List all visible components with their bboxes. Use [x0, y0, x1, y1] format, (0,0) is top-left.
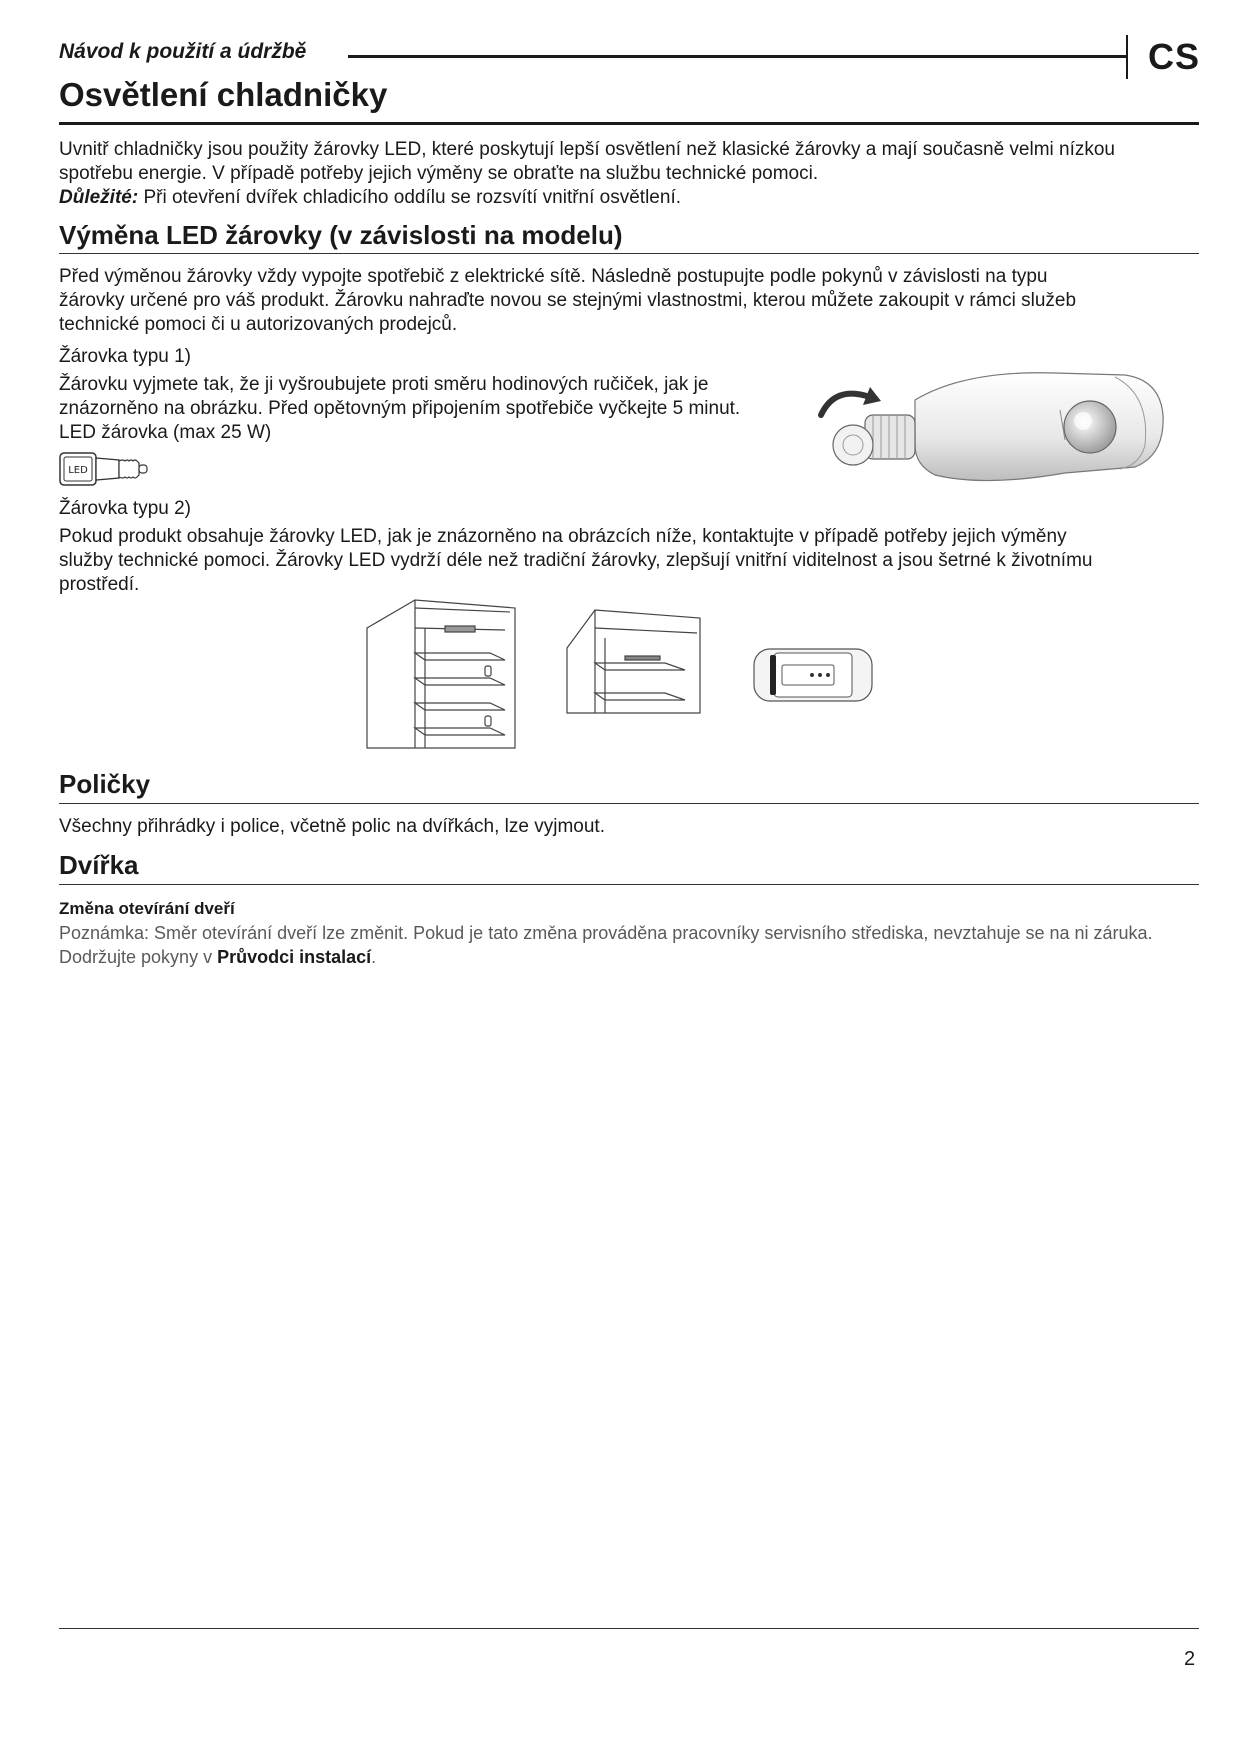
header-rule: [348, 55, 1128, 58]
footer-rule: [59, 1628, 1199, 1629]
lamp-housing-illustration: [815, 365, 1165, 490]
led-section-rule: [59, 253, 1199, 254]
type1-line-1: Žárovku vyjmete tak, že ji vyšroubujete proti směru hodinových ručiček, jak je: [59, 374, 709, 395]
page-title: Osvětlení chladničky: [59, 76, 388, 113]
door-subheading: Změna otevírání dveří: [59, 899, 235, 918]
type1-label: Žárovka typu 1): [59, 346, 191, 367]
door-note-line-1: Poznámka: Směr otevírání dveří lze změnit. Pokud je tato změna prováděna pracovníky servisního střediska, nevztahuje se na ni záruka.: [59, 923, 1153, 943]
door-note-prefix: Dodržujte pokyny v: [59, 947, 218, 967]
type2-line-3: prostředí.: [59, 574, 140, 595]
door-rule: [59, 884, 1199, 885]
door-note-line-2: [59, 945, 1199, 969]
led-section-heading: Výměna LED žárovky (v závislosti na modelu): [59, 220, 623, 250]
important-label: Důležité:: [59, 187, 139, 208]
intro-line-2: spotřebu energie. V případě potřeby jejich výměny se obraťte na službu technické pomoci.: [59, 163, 819, 184]
led-para-line-1: Před výměnou žárovky vždy vypojte spotřebič z elektrické sítě. Následně postupujte podle pokynů v závislosti na typu: [59, 266, 1048, 287]
important-note: [59, 186, 681, 210]
fridge-interior-illustration-1: [365, 598, 523, 752]
page-number: 2: [1184, 1648, 1196, 1670]
type2-line-2: služby technické pomoci. Žárovky LED vydrží déle než tradiční žárovky, zlepšují vnitřní viditelnost a jsou šetrné k životnímu: [59, 550, 1093, 571]
header-divider: [1126, 35, 1128, 79]
door-heading: Dvířka: [59, 850, 139, 880]
important-text: Při otevření dvířek chladicího oddílu se rozsvítí vnitřní osvětlení.: [138, 187, 681, 208]
door-note: [59, 921, 1199, 969]
door-note-suffix: .: [371, 947, 377, 967]
type2-label: Žárovka typu 2): [59, 498, 191, 519]
manual-subtitle: Návod k použití a údržbě: [59, 40, 307, 63]
led-para-line-2: žárovky určené pro váš produkt. Žárovku nahraďte novou se stejnými vlastnostmi, kterou můžete zakoupit v rámci služeb: [59, 290, 1077, 311]
intro-line-1: Uvnitř chladničky jsou použity žárovky LED, které poskytují lepší osvětlení než klasické žárovky a mají současně velmi nízkou: [59, 139, 1116, 160]
installation-guide-ref: Průvodci instalací: [217, 947, 372, 967]
led-para-line-3: technické pomoci či u autorizovaných prodejců.: [59, 314, 458, 335]
shelves-rule: [59, 803, 1199, 804]
type1-line-2: znázorněno na obrázku. Před opětovným připojením spotřebiče vyčkejte 5 minut.: [59, 398, 741, 419]
type2-line-1: Pokud produkt obsahuje žárovky LED, jak je znázorněno na obrázcích níže, kontaktujte v případě potřeby jejich výměny: [59, 526, 1067, 547]
title-rule: [59, 122, 1199, 125]
fridge-interior-illustration-2: [565, 608, 705, 716]
svg-text:LED: LED: [68, 465, 88, 476]
shelves-text: Všechny přihrádky i police, včetně polic na dvířkách, lze vyjmout.: [59, 816, 605, 837]
language-code: CS: [1148, 36, 1201, 77]
led-module-illustration: [752, 645, 877, 705]
led-bulb-icon: [59, 452, 151, 486]
shelves-heading: Poličky: [59, 769, 151, 799]
type1-line-3: LED žárovka (max 25 W): [59, 422, 272, 443]
